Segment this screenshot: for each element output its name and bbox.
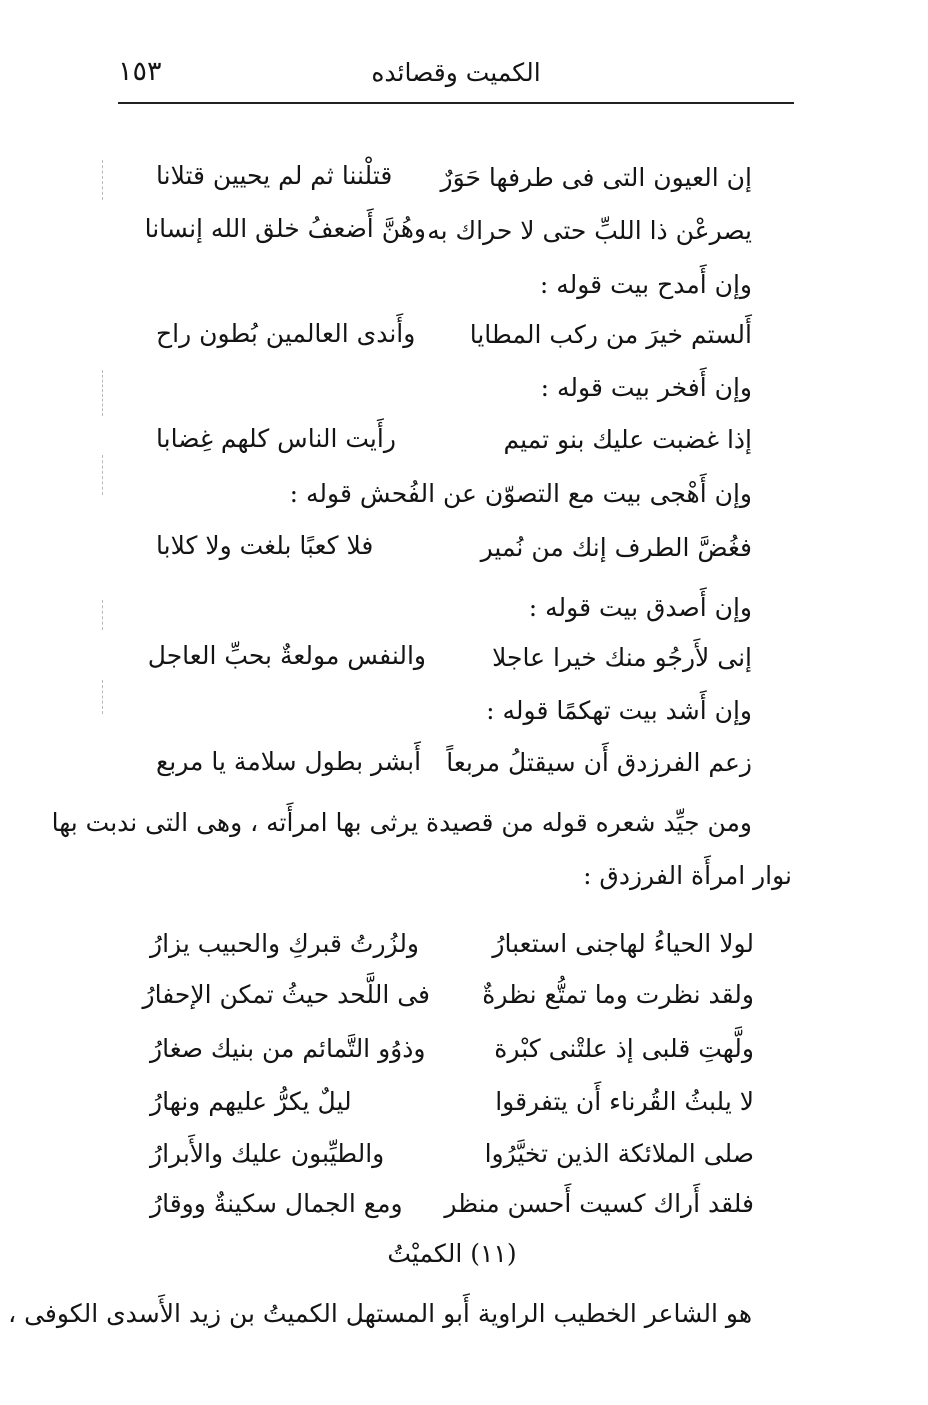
verse-hemistich: إنى لأَرجُو منك خيرا عاجلا [492,643,752,672]
prose-line: وإن أَفخر بيت قوله : [540,373,752,402]
header-rule [118,102,794,104]
verse-hemistich: زعم الفرزدق أَن سيقتلُ مربعاً [446,748,752,777]
verse-hemistich: يصرعْن ذا اللبِّ حتى لا حراك به [427,216,752,245]
verse-hemistich: ومع الجمال سكينةٌ ووقارُ [150,1189,403,1218]
verse-hemistich: أَلستم خيرَ من ركب المطايا [469,320,752,349]
prose-line: ومن جيِّد شعره قوله من قصيدة يرثى بها امرأَته ، وهى التى ندبت بها [51,808,752,837]
verse-hemistich: صلى الملائكة الذين تخيَّرُوا [484,1139,754,1168]
margin-mark [102,455,103,495]
elegy-verse [150,1083,754,1123]
verse-hemistich: لا يلبثُ القُرناء أَن يتفرقوا [495,1087,754,1116]
verse-hemistich: ولقد نظرت وما تمتُّع نظرةٌ [482,980,754,1009]
verse-hemistich: والنفس مولعةٌ بحبِّ العاجل [147,641,426,670]
page-number: ١٥٣ [118,56,162,87]
prose-line: وإن أَشد بيت تهكمًا قوله : [486,696,752,725]
verse-hemistich: إن العيون التى فى طرفها حَوَرٌ [440,163,752,192]
verse-hemistich: أَبشر بطول سلامة يا مربع [156,747,422,776]
verse-hemistich: فغُضَّ الطرف إنك من نُمير [480,533,752,562]
verse-hemistich: وهُنَّ أَضعفُ خلق الله إنسانا [144,214,426,243]
prose-line: هو الشاعر الخطيب الراوية أَبو المستهل الكميتُ بن زيد الأَسدى الكوفى ، [8,1299,752,1328]
margin-mark [102,370,103,416]
elegy-verse [150,1030,754,1070]
verse-hemistich: وأَندى العالمين بُطون راح [156,319,416,348]
prose-line: وإن أَصدق بيت قوله : [528,593,752,622]
elegy-verse [150,925,754,965]
margin-mark [102,680,103,714]
section-heading: (١١) الكميْتُ [387,1239,517,1268]
elegy-verse [150,1135,754,1175]
verse-hemistich: رأَيت الناس كلهم غِضابا [156,424,396,453]
margin-mark [102,600,103,630]
prose-line: وإن أَمدح بيت قوله : [539,270,752,299]
running-header [118,52,794,98]
verse-hemistich: والطيِّبون عليك والأَبرارُ [150,1139,385,1168]
elegy-verse [142,976,754,1016]
verse-hemistich: ليلٌ يكرُّ عليهم ونهارُ [150,1087,352,1116]
verse-hemistich: فلا كعبًا بلغت ولا كلابا [156,531,374,560]
prose-line: وإن أَهْجى بيت مع التصوّن عن الفُحش قوله : [289,479,752,508]
verse-hemistich: فى اللَّحد حيثُ تمكن الإحفارُ [142,980,430,1009]
verse-hemistich: قتلْننا ثم لم يحيين قتلانا [156,161,393,190]
prose-line: نوار امرأَة الفرزدق : [583,861,792,890]
verse-hemistich: لولا الحياءُ لهاجنى استعبارُ [492,929,754,958]
verse-hemistich: وذوُو التَّمائم من بنيك صغارُ [150,1034,426,1063]
verse-hemistich: إذا غضبت عليك بنو تميم [503,425,752,454]
margin-mark [102,160,103,200]
elegy-verse [150,1185,754,1225]
verse-hemistich: فلقد أَراك كسيت أَحسن منظر [444,1189,754,1218]
verse-hemistich: ولَّهتِ قلبى إذ علتْنى كبْرة [494,1034,754,1063]
verse-hemistich: ولزُرتُ قبركِ والحبيب يزارُ [150,929,420,958]
running-title: الكميت وقصائده [371,58,541,87]
